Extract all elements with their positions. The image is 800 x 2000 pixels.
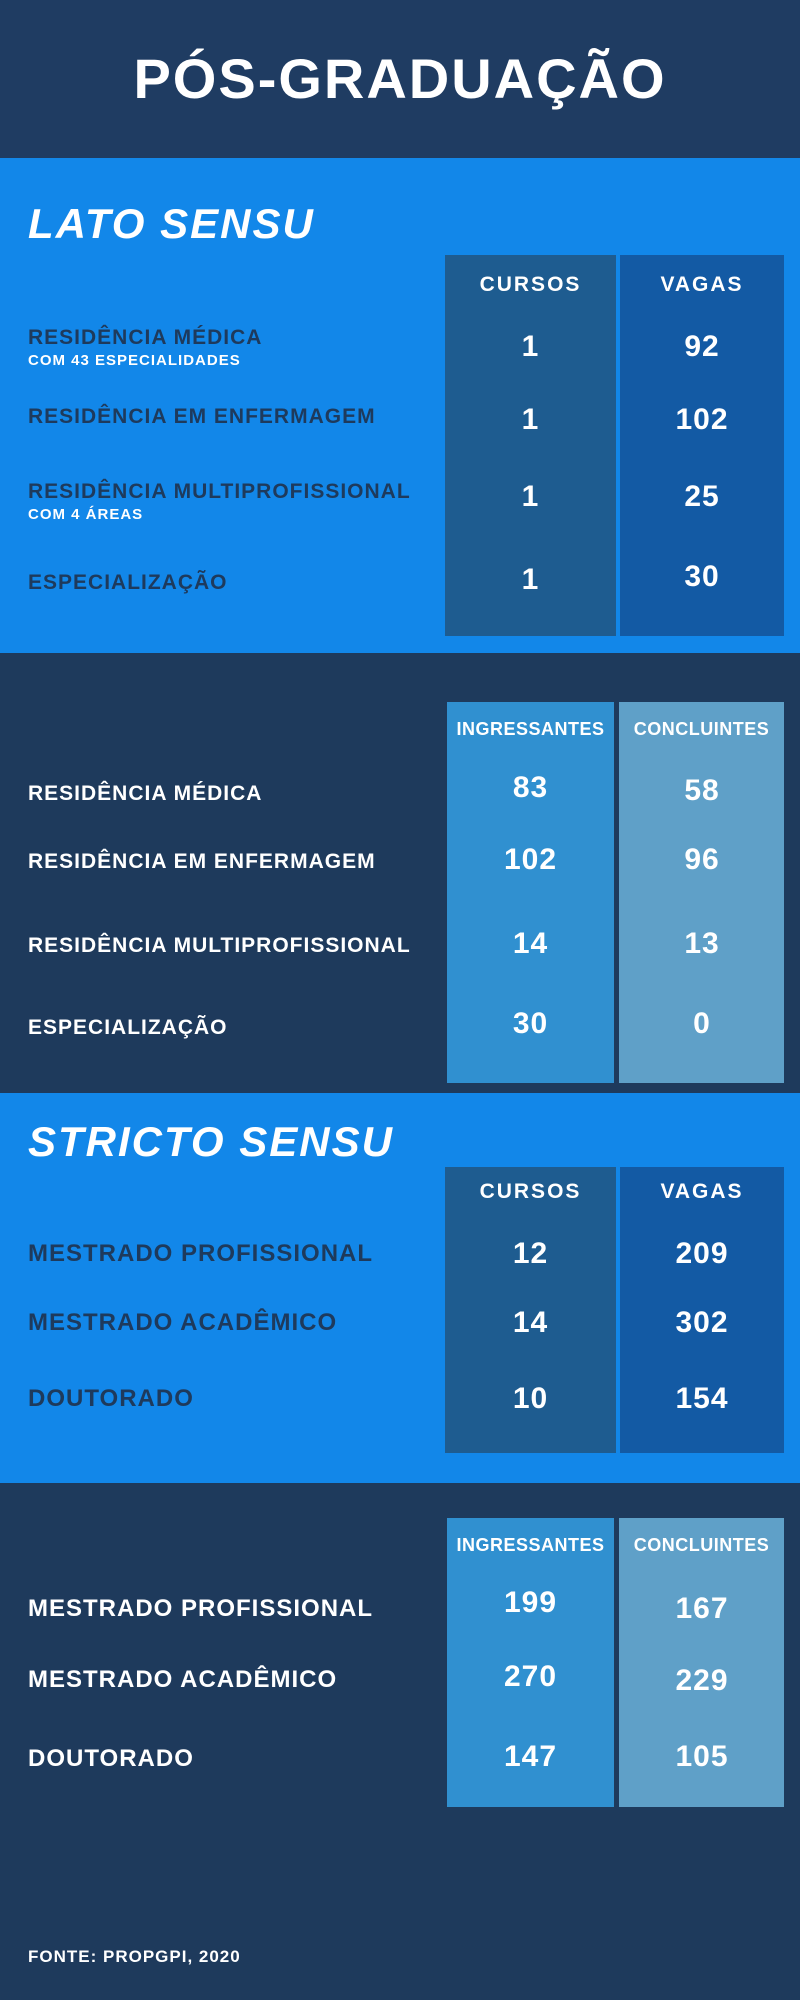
row-label-title: MESTRADO PROFISSIONAL	[28, 1595, 374, 1622]
page-title: PÓS-GRADUAÇÃO	[133, 47, 667, 110]
cursos-column-header: CURSOS	[479, 273, 582, 296]
row-label-subtitle: COM 43 ESPECIALIDADES	[28, 352, 241, 369]
row-label-title: DOUTORADO	[28, 1385, 194, 1412]
cell-value: 25	[684, 480, 720, 513]
row-label-title: ESPECIALIZAÇÃO	[28, 571, 228, 594]
cell-value: 14	[512, 1306, 549, 1339]
row-label-title: RESIDÊNCIA MULTIPROFISSIONAL	[28, 934, 411, 957]
cell-value: 167	[675, 1592, 729, 1625]
row-label	[28, 570, 438, 596]
header-band	[0, 0, 800, 158]
cell-value: 102	[675, 403, 729, 436]
cell-value: 147	[503, 1740, 558, 1773]
row-label-title: RESIDÊNCIA MÉDICA	[28, 326, 263, 349]
ingressantes-column-header: INGRESSANTES	[456, 719, 605, 739]
row-label	[28, 933, 438, 959]
row-label-title: DOUTORADO	[28, 1745, 194, 1772]
cell-value: 58	[684, 774, 720, 807]
row-label	[28, 1240, 438, 1268]
row-label-title: ESPECIALIZAÇÃO	[28, 1016, 228, 1039]
cursos-column-header: CURSOS	[479, 1180, 582, 1203]
row-label	[28, 479, 438, 524]
vagas-column-header: VAGAS	[660, 1180, 744, 1203]
cell-value: 30	[684, 560, 720, 593]
row-label	[28, 1385, 438, 1413]
row-label	[28, 404, 438, 430]
cell-value: 1	[521, 563, 540, 596]
concluintes-column-header: CONCLUINTES	[633, 1535, 770, 1555]
row-label-subtitle: COM 4 ÁREAS	[28, 506, 144, 523]
section-stricto-sensu-fluxo	[0, 1483, 800, 2000]
cell-value: 105	[675, 1740, 729, 1773]
row-label-title: RESIDÊNCIA MÉDICA	[28, 782, 263, 805]
cell-value: 13	[684, 927, 720, 960]
row-label	[28, 1745, 438, 1773]
cell-value: 83	[512, 771, 549, 804]
row-label	[28, 849, 438, 875]
row-label	[28, 325, 438, 370]
cell-value: 1	[521, 403, 540, 436]
row-label	[28, 781, 438, 807]
lato-sensu-heading: LATO SENSU	[28, 200, 315, 247]
row-label-title: RESIDÊNCIA EM ENFERMAGEM	[28, 405, 376, 428]
cell-value: 12	[512, 1237, 549, 1270]
cell-value: 1	[521, 330, 540, 363]
row-label-title: MESTRADO ACADÊMICO	[28, 1666, 338, 1693]
section-lato-sensu-fluxo	[0, 653, 800, 1093]
row-label	[28, 1309, 438, 1337]
cell-value: 30	[512, 1007, 549, 1040]
section-lato-sensu-cursos	[0, 158, 800, 653]
concluintes-column-header: CONCLUINTES	[633, 719, 770, 739]
source-note: FONTE: PROPGPI, 2020	[28, 1947, 241, 1966]
section-stricto-sensu-cursos	[0, 1093, 800, 1483]
cell-value: 229	[675, 1664, 729, 1697]
row-label	[28, 1595, 438, 1623]
stricto-sensu-heading: STRICTO SENSU	[28, 1118, 394, 1165]
cell-value: 92	[684, 330, 720, 363]
row-label	[28, 1015, 438, 1041]
row-label-title: RESIDÊNCIA EM ENFERMAGEM	[28, 850, 376, 873]
cell-value: 14	[512, 927, 549, 960]
cell-value: 96	[684, 843, 720, 876]
cell-value: 0	[693, 1007, 711, 1040]
cell-value: 199	[503, 1586, 558, 1619]
ingressantes-column-header: INGRESSANTES	[456, 1535, 605, 1555]
cell-value: 10	[512, 1382, 549, 1415]
cell-value: 1	[521, 480, 540, 513]
row-label-title: MESTRADO PROFISSIONAL	[28, 1240, 374, 1267]
row-label	[28, 1666, 438, 1694]
vagas-column-header: VAGAS	[660, 273, 744, 296]
row-label-title: RESIDÊNCIA MULTIPROFISSIONAL	[28, 480, 411, 503]
cell-value: 154	[675, 1382, 729, 1415]
cell-value: 302	[675, 1306, 729, 1339]
cell-value: 270	[503, 1660, 558, 1693]
cell-value: 102	[503, 843, 558, 876]
cell-value: 209	[675, 1237, 729, 1270]
row-label-title: MESTRADO ACADÊMICO	[28, 1309, 338, 1336]
